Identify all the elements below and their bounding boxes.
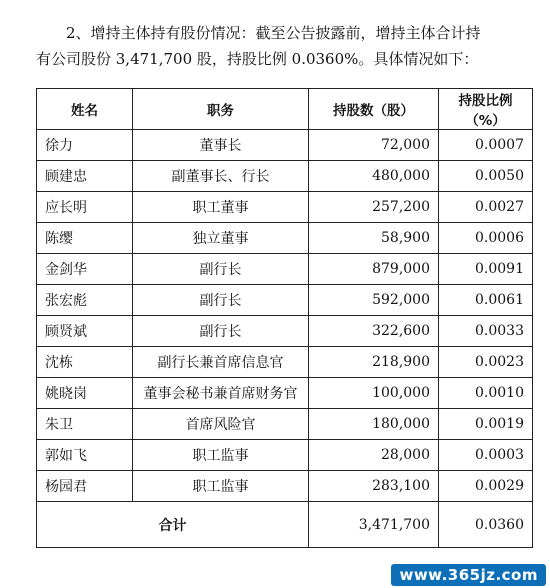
- table-row: [37, 161, 533, 192]
- cell-name: 姚晓岗: [37, 378, 133, 409]
- cell-name: 顾贤斌: [37, 316, 133, 347]
- header-name: 姓名: [37, 89, 133, 130]
- header-shares: 持股数（股）: [309, 89, 439, 130]
- cell-ratio: 0.0006: [439, 223, 533, 254]
- cell-position: 董事长: [133, 130, 309, 161]
- cell-ratio: 0.0029: [439, 471, 533, 502]
- cell-ratio: 0.0033: [439, 316, 533, 347]
- cell-position: 董事会秘书兼首席财务官: [133, 378, 309, 409]
- table-header-row: [37, 89, 533, 130]
- intro-paragraph: [36, 20, 536, 72]
- intro-line-1: 2、增持主体持有股份情况：截至公告披露前，增持主体合计持: [66, 24, 481, 42]
- cell-shares: 592,000: [309, 285, 439, 316]
- cell-shares: 218,900: [309, 347, 439, 378]
- table-row: [37, 130, 533, 161]
- table-row: [37, 254, 533, 285]
- header-ratio: 持股比例（%）: [439, 89, 533, 130]
- cell-name: 郭如飞: [37, 440, 133, 471]
- header-position: 职务: [133, 89, 309, 130]
- cell-ratio: 0.0091: [439, 254, 533, 285]
- table-row: [37, 409, 533, 440]
- cell-position: 副行长: [133, 254, 309, 285]
- cell-name: 杨园君: [37, 471, 133, 502]
- total-shares: 3,471,700: [309, 502, 439, 548]
- table-row: [37, 192, 533, 223]
- total-label: 合计: [37, 502, 309, 548]
- cell-shares: 879,000: [309, 254, 439, 285]
- cell-ratio: 0.0003: [439, 440, 533, 471]
- cell-shares: 72,000: [309, 130, 439, 161]
- cell-name: 徐力: [37, 130, 133, 161]
- cell-position: 副行长兼首席信息官: [133, 347, 309, 378]
- cell-name: 张宏彪: [37, 285, 133, 316]
- cell-ratio: 0.0007: [439, 130, 533, 161]
- cell-position: 独立董事: [133, 223, 309, 254]
- cell-position: 职工监事: [133, 440, 309, 471]
- cell-name: 顾建忠: [37, 161, 133, 192]
- cell-position: 副行长: [133, 316, 309, 347]
- table-row: [37, 471, 533, 502]
- cell-ratio: 0.0010: [439, 378, 533, 409]
- cell-position: 职工监事: [133, 471, 309, 502]
- cell-position: 首席风险官: [133, 409, 309, 440]
- cell-shares: 100,000: [309, 378, 439, 409]
- cell-ratio: 0.0050: [439, 161, 533, 192]
- cell-ratio: 0.0027: [439, 192, 533, 223]
- table-row: [37, 440, 533, 471]
- cell-shares: 480,000: [309, 161, 439, 192]
- cell-name: 沈栋: [37, 347, 133, 378]
- cell-shares: 257,200: [309, 192, 439, 223]
- table-row: [37, 347, 533, 378]
- cell-position: 副行长: [133, 285, 309, 316]
- table-row: [37, 378, 533, 409]
- cell-shares: 58,900: [309, 223, 439, 254]
- table-row: [37, 223, 533, 254]
- table-body: [37, 130, 533, 502]
- cell-shares: 28,000: [309, 440, 439, 471]
- cell-ratio: 0.0061: [439, 285, 533, 316]
- shareholding-table: [36, 88, 533, 548]
- cell-position: 职工董事: [133, 192, 309, 223]
- cell-shares: 180,000: [309, 409, 439, 440]
- cell-name: 朱卫: [37, 409, 133, 440]
- intro-line-2: 有公司股份 3,471,700 股，持股比例 0.0360%。具体情况如下：: [36, 50, 479, 68]
- cell-position: 副董事长、行长: [133, 161, 309, 192]
- site-watermark: www.365jz.com: [391, 564, 546, 586]
- cell-ratio: 0.0023: [439, 347, 533, 378]
- table-row: [37, 316, 533, 347]
- cell-shares: 322,600: [309, 316, 439, 347]
- cell-name: 金剑华: [37, 254, 133, 285]
- cell-ratio: 0.0019: [439, 409, 533, 440]
- cell-name: 应长明: [37, 192, 133, 223]
- total-row: [37, 502, 533, 548]
- cell-shares: 283,100: [309, 471, 439, 502]
- total-ratio: 0.0360: [439, 502, 533, 548]
- table-row: [37, 285, 533, 316]
- cell-name: 陈缨: [37, 223, 133, 254]
